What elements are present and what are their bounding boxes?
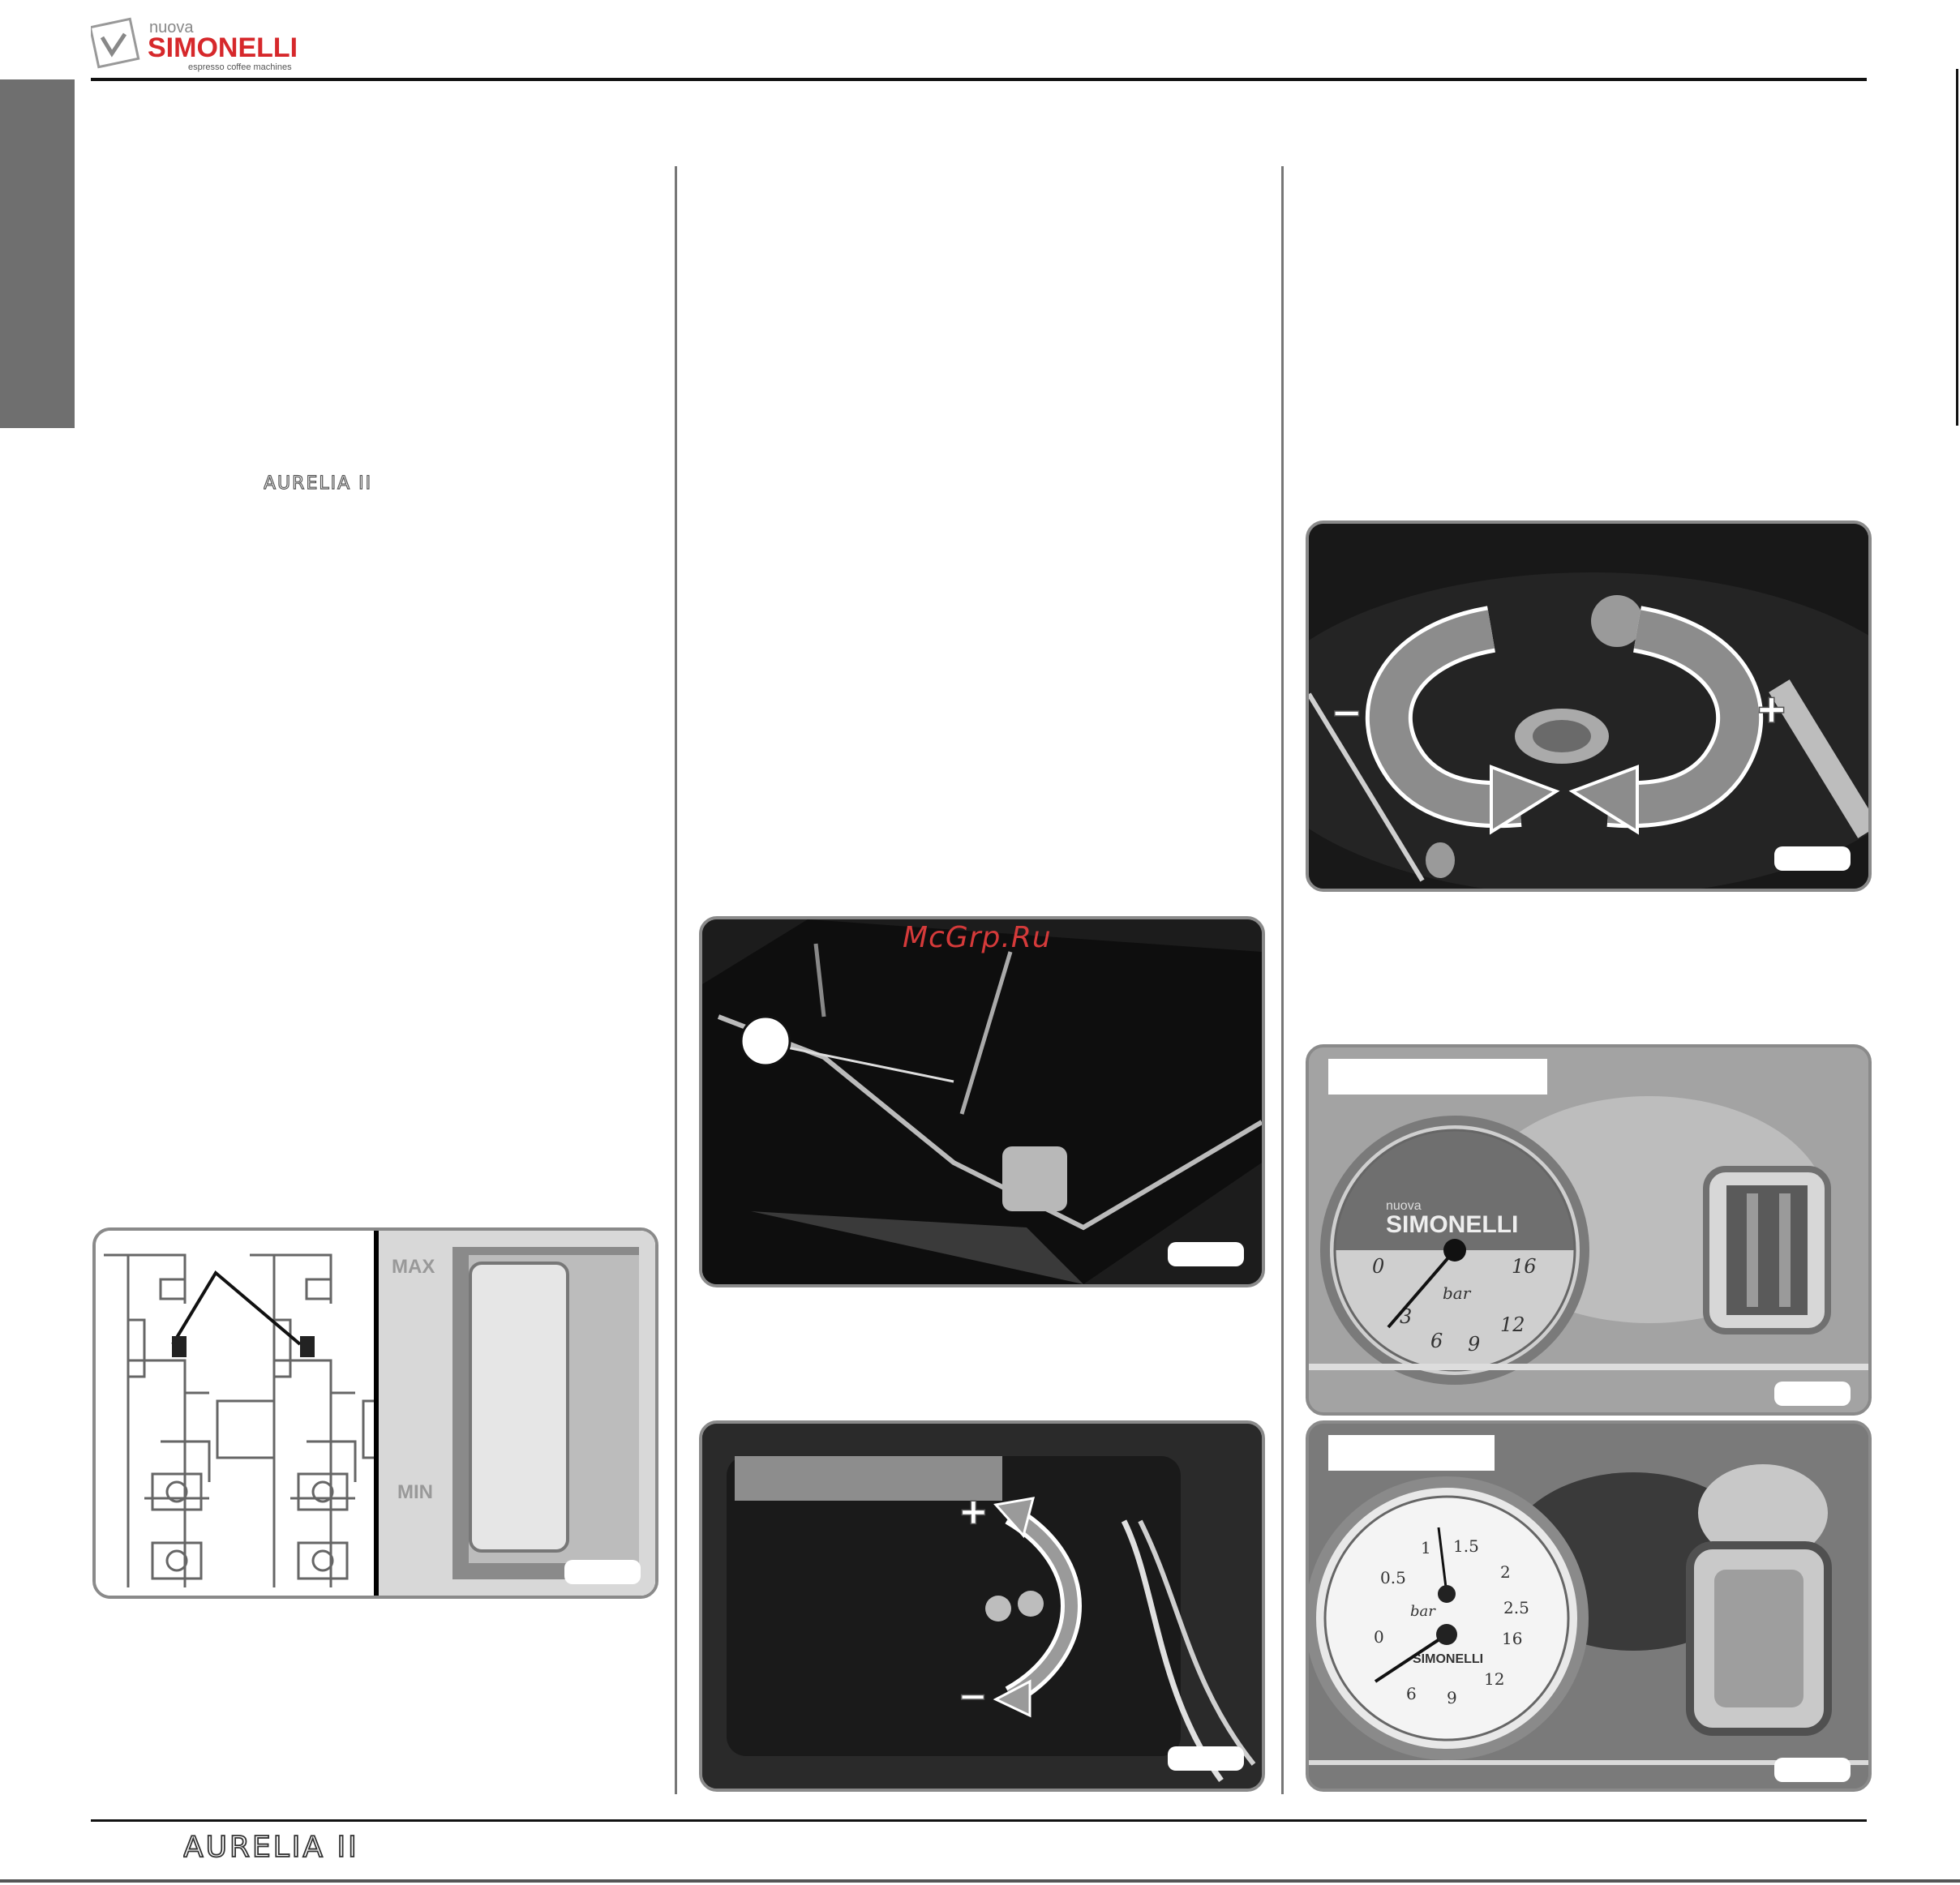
probe-cap (1002, 1146, 1067, 1211)
figure-gauge-double (1306, 1420, 1872, 1792)
gauge-tick-16: 16 (1512, 1255, 1537, 1278)
gauge-lower-tick-12: 12 (1484, 1669, 1505, 1689)
section-tab (0, 79, 75, 428)
figure-gauge-single (1306, 1044, 1872, 1416)
plus-symbol: + (1757, 683, 1786, 737)
figure-gauge-single-photo (1309, 1047, 1868, 1412)
model-logo-footer (183, 1829, 418, 1861)
figure-probe-cover (699, 916, 1265, 1287)
brand-name: SIMONELLI (148, 32, 298, 63)
gauge-lower-tick-9: 9 (1447, 1688, 1457, 1707)
column-divider-left (675, 166, 677, 1794)
gauge-upper-tick-2: 2 (1500, 1562, 1511, 1582)
gauge-unit: bar (1443, 1283, 1471, 1303)
figure-caption-box (1328, 1059, 1547, 1095)
figure-number-box (1774, 846, 1851, 871)
figure-number-box (1168, 1242, 1244, 1266)
model-logo-text: AURELIA II (264, 473, 373, 493)
page-bottom-edge (0, 1879, 1960, 1883)
gauge-tick-9: 9 (1468, 1333, 1481, 1356)
header-rule (91, 78, 1867, 81)
plus-symbol: + (960, 1486, 987, 1537)
figure-caption-box (1328, 1435, 1495, 1471)
page-edge-marker (1956, 69, 1958, 426)
min-label: MIN (397, 1481, 433, 1503)
figure-number-box (1168, 1746, 1244, 1771)
gauge-lower-tick-16: 16 (1502, 1629, 1523, 1648)
minus-symbol: – (1333, 683, 1361, 737)
gauge-tick-6: 6 (1430, 1330, 1443, 1352)
gauge-lower-tick-0: 0 (1374, 1627, 1384, 1647)
gauge-tick-0: 0 (1372, 1255, 1385, 1278)
footer-logo-text: AURELIA II (183, 1831, 359, 1861)
figure-level-probe-drawing (96, 1231, 655, 1596)
gauge-tick-12: 12 (1500, 1313, 1525, 1336)
figure-boiler-valve (1306, 521, 1872, 892)
gauge-lower-tick-6: 6 (1406, 1684, 1417, 1703)
gauge-brand-top: nuova (1386, 1199, 1422, 1213)
model-logo-small (264, 472, 395, 493)
figure-gauge-double-photo (1309, 1424, 1868, 1789)
figure-number-box (1774, 1758, 1851, 1782)
gauge-upper-tick-1: 1 (1421, 1538, 1431, 1557)
figure-probe-cover-photo (702, 919, 1262, 1284)
gauge-tick-3: 3 (1400, 1305, 1413, 1328)
watermark: McGrp.Ru (903, 921, 1052, 954)
gauge-upper-tick-0-5: 0.5 (1380, 1568, 1406, 1587)
max-label: MAX (392, 1256, 435, 1278)
gauge-upper-tick-2-5: 2.5 (1503, 1598, 1529, 1617)
sight-glass (470, 1263, 568, 1551)
brand-logo (91, 11, 376, 76)
figure-pressure-switch (699, 1420, 1265, 1792)
minus-symbol: – (960, 1668, 986, 1719)
gauge-upper-tick-1-5: 1.5 (1453, 1536, 1479, 1556)
figure-level-probe (92, 1227, 658, 1599)
gauge-brand-name: SIMONELLI (1413, 1652, 1484, 1666)
brand-tagline: espresso coffee machines (188, 62, 292, 72)
column-divider-right (1281, 166, 1284, 1794)
callout-marker-1 (741, 1017, 790, 1065)
cup-icon (91, 19, 139, 66)
figure-number-box (564, 1560, 641, 1584)
figure-pressure-switch-photo (702, 1424, 1262, 1789)
brand-top: nuova (149, 19, 194, 36)
footer-rule (91, 1819, 1867, 1822)
figure-boiler-valve-photo (1309, 524, 1868, 889)
gauge-brand-name: SIMONELLI (1386, 1211, 1519, 1238)
gauge-unit: bar (1410, 1603, 1435, 1620)
figure-number-box (1774, 1382, 1851, 1406)
